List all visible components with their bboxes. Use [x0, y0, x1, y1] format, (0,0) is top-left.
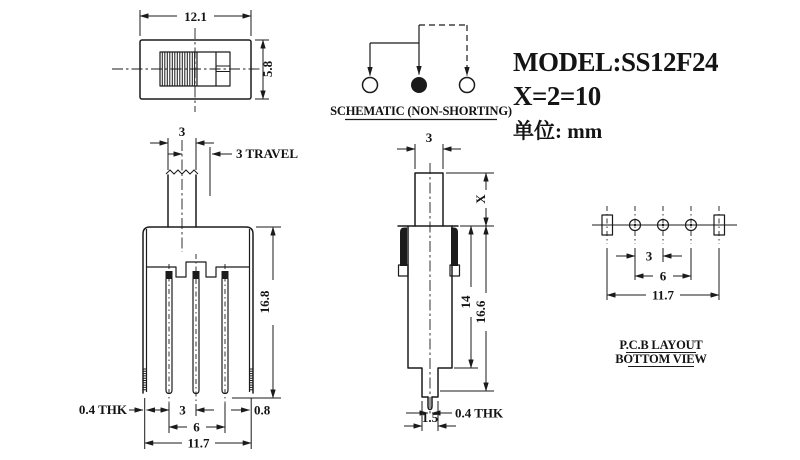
dim-text-pcb-span: 6 — [659, 268, 667, 284]
front-pin-entry-marks — [166, 271, 229, 279]
pcb-layout-view — [592, 206, 737, 367]
pcb-caption-line2: BOTTOM VIEW — [615, 352, 707, 366]
dim-text-front-span: 6 — [193, 419, 200, 435]
units-text: 单位: mm — [513, 119, 603, 143]
dim-text-front-height: 16.8 — [257, 290, 272, 314]
side-stem-extension-lines — [415, 144, 443, 169]
dim-text-top-width: 12.1 — [184, 9, 207, 24]
dim-text-top-height: 5.8 — [260, 60, 275, 78]
side-right-mount-tab — [451, 228, 458, 267]
dim-text-x: X — [473, 194, 488, 204]
title-block — [513, 47, 718, 143]
schematic-caption: SCHEMATIC (NON-SHORTING) — [330, 104, 512, 118]
dim-text-side-knob: 3 — [425, 130, 433, 145]
front-body-outline — [143, 227, 253, 393]
dim-text-pcb-total: 11.7 — [651, 287, 675, 303]
dim-text-front-pitch: 3 — [179, 402, 186, 418]
dim-text-side-thickness: 0.4 THK — [455, 405, 504, 421]
dim-text-leg-width: 0.8 — [254, 402, 271, 418]
top-view — [112, 9, 275, 112]
side-left-mount-tab — [400, 228, 407, 267]
front-pin-1 — [166, 279, 172, 394]
front-body-inner-walls — [147, 229, 250, 392]
schematic-view — [330, 25, 512, 120]
schematic-terminal-right — [460, 78, 475, 93]
front-stem-break-zigzag — [166, 170, 198, 174]
x-equation-text: X=2=10 — [513, 81, 601, 111]
dim-text-front-total: 11.7 — [187, 435, 210, 451]
dim-text-pcb-pitch: 3 — [645, 248, 653, 264]
dim-text-side-total-height: 16.6 — [473, 300, 488, 324]
front-view — [79, 124, 299, 451]
side-view — [397, 130, 504, 431]
dim-text-travel: 3 TRAVEL — [236, 146, 299, 161]
dim-text-side-pin-width: 1.5 — [421, 410, 439, 425]
schematic-terminal-common-filled — [411, 77, 427, 93]
side-left-tab-foot — [399, 265, 409, 276]
top-view-body-outline — [140, 40, 251, 99]
front-pin-3 — [222, 279, 228, 394]
side-stem-outline — [415, 173, 443, 226]
dim-text-side-body-height: 14 — [458, 295, 473, 309]
pcb-caption-line1: P.C.B LAYOUT — [619, 338, 703, 352]
dim-text-front-thickness: 0.4 THK — [78, 402, 127, 417]
model-number-text: MODEL:SS12F24 — [513, 47, 719, 77]
dim-text-front-knob: 3 — [178, 124, 186, 139]
schematic-terminal-left — [363, 78, 378, 93]
